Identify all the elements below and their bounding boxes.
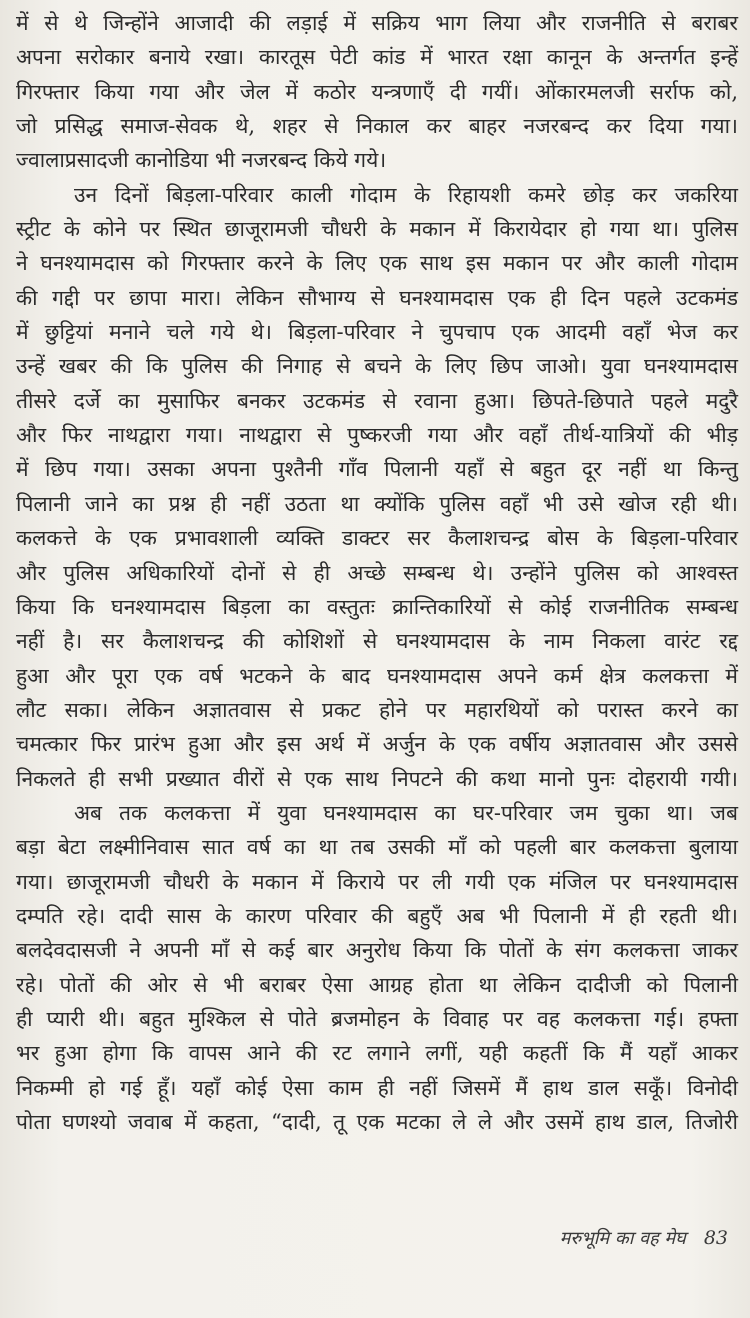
text-line: कलकत्ते के एक प्रभावशाली व्यक्ति डाक्टर सर कैलाशचन्द्र बोस के बिड़ला-परिवार — [16, 526, 738, 551]
text-line: अब तक कलकत्ता में युवा घनश्यामदास का घर-परिवार जम चुका था। जब — [74, 800, 738, 825]
text-line: उन दिनों बिड़ला-परिवार काली गोदाम के रिहायशी कमरे छोड़ कर जकरिया — [74, 182, 738, 207]
text-line: की गद्दी पर छापा मारा। लेकिन सौभाग्य से घनश्यामदास एक ही दिन पहले उटकमंड — [16, 285, 738, 310]
text-line: और फिर नाथद्वारा गया। नाथद्वारा से पुष्करजी गया और वहाँ तीर्थ-यात्रियों की भीड़ — [16, 423, 738, 448]
text-line: स्ट्रीट के कोने पर स्थित छाजूरामजी चौधरी के मकान में किरायेदार हो गया था। पुलिस — [16, 217, 738, 242]
text-line: बलदेवदासजी ने अपनी माँ से कई बार अनुरोध किया कि पोतों के संग कलकत्ता जाकर — [16, 938, 738, 963]
text-line: में छुट्टियां मनाने चले गये थे। बिड़ला-परिवार ने चुपचाप एक आदमी वहाँ भेज कर — [16, 320, 738, 345]
text-line: और पुलिस अधिकारियों दोनों से ही अच्छे सम्बन्ध थे। उन्होंने पुलिस को आश्वस्त — [16, 560, 738, 585]
text-line: गया। छाजूरामजी चौधरी के मकान में किराये पर ली गयी एक मंजिल पर घनश्यामदास — [16, 869, 738, 894]
text-line: पोता घणश्यो जवाब में कहता, “दादी, तू एक मटका ले ले और उसमें हाथ डाल, तिजोरी — [16, 1110, 738, 1134]
text-line: रहे। पोतों की ओर से भी बराबर ऐसा आग्रह होता था लेकिन दादीजी को पिलानी — [16, 972, 738, 997]
body-text — [16, 6, 738, 1139]
text-line: जो प्रसिद्ध समाज-सेवक थे, शहर से निकाल कर बाहर नजरबन्द कर दिया गया। — [16, 114, 738, 139]
text-line: दम्पति रहे। दादी सास के कारण परिवार की बहुएँ अब भी पिलानी में ही रहती थी। — [16, 903, 738, 928]
text-line: गिरफ्तार किया गया और जेल में कठोर यन्त्रणाएँ दी गयीं। ओंकारमलजी सर्राफ को, — [16, 79, 738, 104]
text-line: निकम्मी हो गई हूँ। यहाँ कोई ऐसा काम ही नहीं जिसमें मैं हाथ डाल सकूँ। विनोदी — [16, 1075, 738, 1100]
text-line: बड़ा बेटा लक्ष्मीनिवास सात वर्ष का था तब उसकी माँ को पहली बार कलकत्ता बुलाया — [16, 835, 738, 860]
text-line: में छिप गया। उसका अपना पुश्तैनी गाँव पिलानी यहाँ से बहुत दूर नहीं था किन्तु — [16, 457, 738, 482]
text-line: ज्वालाप्रसादजी कानोडिया भी नजरबन्द किये गये। — [16, 148, 387, 173]
page-footer — [560, 1226, 728, 1250]
text-line: निकलते ही सभी प्रख्यात वीरों से एक साथ निपटने की कथा मानो पुनः दोहरायी गयी। — [16, 766, 738, 791]
text-line: चमत्कार फिर प्रारंभ हुआ और इस अर्थ में अर्जुन के एक वर्षीय अज्ञातवास और उससे — [16, 732, 738, 757]
text-line: भर हुआ होगा कि वापस आने की रट लगाने लगीं, यही कहतीं कि मैं यहाँ आकर — [16, 1041, 738, 1066]
text-line: नहीं है। सर कैलाशचन्द्र की कोशिशों से घनश्यामदास के नाम निकला वारंट रद्द — [16, 629, 738, 654]
text-line: उन्हें खबर की कि पुलिस की निगाह से बचने के लिए छिप जाओ। युवा घनश्यामदास — [16, 354, 738, 379]
running-title: मरुभूमि का वह मेघ — [559, 1228, 686, 1249]
text-line: हुआ और पूरा एक वर्ष भटकने के बाद घनश्यामदास अपने कर्म क्षेत्र कलकत्ता में — [16, 663, 738, 688]
text-line: अपना सरोकार बनाये रखा। कारतूस पेटी कांड में भारत रक्षा कानून के अन्तर्गत इन्हें — [16, 45, 738, 70]
text-line: लौट सका। लेकिन अज्ञातवास से प्रकट होने पर महारथियों को परास्त करने का — [16, 697, 738, 722]
text-line: पिलानी जाने का प्रश्न ही नहीं उठता था क्योंकि पुलिस वहाँ भी उसे खोज रही थी। — [16, 491, 738, 516]
text-line: ही प्यारी थी। बहुत मुश्किल से पोते ब्रजमोहन के विवाह पर वह कलकत्ता गई। हफ्ता — [16, 1006, 738, 1031]
text-line: ने घनश्यामदास को गिरफ्तार करने के लिए एक साथ इस मकान पर और काली गोदाम — [16, 251, 738, 276]
text-line: में से थे जिन्होंने आजादी की लड़ाई में सक्रिय भाग लिया और राजनीति से बराबर — [16, 11, 738, 35]
page-number: 83 — [703, 1227, 728, 1249]
text-line: तीसरे दर्जे का मुसाफिर बनकर उटकमंड से रवाना हुआ। छिपते-छिपाते पहले मदुरै — [16, 388, 738, 413]
text-line: किया कि घनश्यामदास बिड़ला का वस्तुतः क्रान्तिकारियों से कोई राजनीतिक सम्बन्ध — [16, 594, 738, 619]
